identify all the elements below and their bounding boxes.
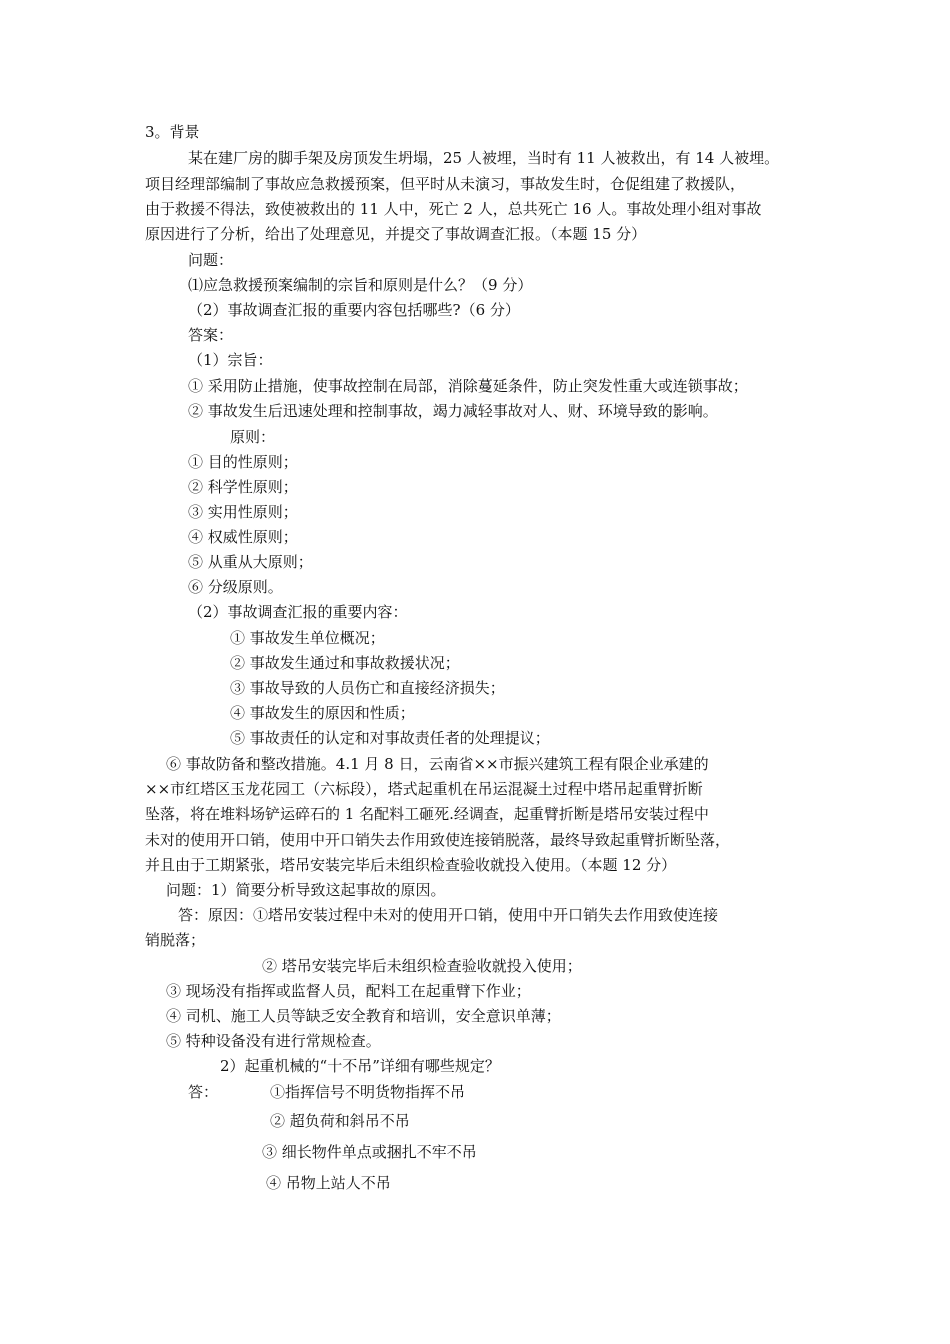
list-item: ③ 现场没有指挥或监督人员，配料工在起重臂下作业；: [166, 982, 531, 1000]
answer-subheading: （2）事故调查汇报的重要内容：: [188, 603, 408, 621]
paragraph-line: 由于救援不得法，致使被救出的 11 人中，死亡 2 人，总共死亡 16 人。事故处理小组对事故: [145, 200, 762, 218]
answer-line: 答：原因：①塔吊安装过程中未对的使用开口销，使用中开口销失去作用致使连接: [178, 906, 719, 924]
list-item: ② 塔吊安装完毕后未组织检查验收就投入使用；: [262, 957, 582, 975]
list-item: ①指挥信号不明货物指挥不吊: [270, 1083, 466, 1101]
question-label: 问题：: [188, 251, 234, 269]
list-item: ③ 细长物件单点或捆扎不牢不吊: [262, 1143, 477, 1161]
paragraph-line: 坠落，将在堆料场铲运碎石的 1 名配料工砸死.经调查，起重臂折断是塔吊安装过程中: [145, 805, 709, 823]
answer-subheading: 原则：: [230, 428, 276, 446]
section-heading: 3。背景: [145, 123, 200, 141]
list-item: ⑥ 分级原则。: [188, 578, 283, 596]
list-item: ④ 司机、施工人员等缺乏安全教育和培训，安全意识单薄；: [166, 1007, 561, 1025]
list-item: ⑤ 从重从大原则；: [188, 553, 313, 571]
list-item: ② 超负荷和斜吊不吊: [270, 1112, 410, 1130]
list-item: ① 事故发生单位概况；: [230, 629, 385, 647]
paragraph-line: ××市红塔区玉龙花园工（六标段），塔式起重机在吊运混凝土过程中塔吊起重臂折断: [145, 780, 703, 798]
list-item: ③ 实用性原则；: [188, 503, 298, 521]
list-item: ④ 权威性原则；: [188, 528, 298, 546]
list-item: ② 事故发生后迅速处理和控制事故，竭力减轻事故对人、财、环境导致的影响。: [188, 402, 718, 420]
paragraph-line: ⑥ 事故防备和整改措施。4.1 月 8 日，云南省××市振兴建筑工程有限企业承建的: [166, 755, 709, 773]
answer-subheading: （1）宗旨：: [188, 351, 273, 369]
paragraph-line: 某在建厂房的脚手架及房顶发生坍塌，25 人被埋，当时有 11 人被救出，有 14 人被埋。: [188, 149, 780, 167]
answer-label: 答案：: [188, 326, 234, 344]
question-item: （2）事故调查汇报的重要内容包括哪些?（6 分）: [188, 301, 520, 319]
paragraph-line: 并且由于工期紧张，塔吊安装完毕后未组织检查验收就投入使用。（本题 12 分）: [145, 856, 677, 874]
list-item: ⑤ 事故责任的认定和对事故责任者的处理提议；: [230, 729, 550, 747]
paragraph-line: 原因进行了分析，给出了处理意见，并提交了事故调查汇报。（本题 15 分）: [145, 225, 647, 243]
paragraph-line: 未对的使用开口销，使用中开口销失去作用致使连接销脱落，最终导致起重臂折断坠落，: [145, 831, 731, 849]
list-item: ⑤ 特种设备没有进行常规检查。: [166, 1032, 381, 1050]
list-item: ③ 事故导致的人员伤亡和直接经济损失；: [230, 679, 505, 697]
question-item: 问题：1）简要分析导致这起事故的原因。: [166, 881, 446, 899]
list-item: ④ 吊物上站人不吊: [266, 1174, 391, 1192]
list-item: ① 目的性原则；: [188, 453, 298, 471]
answer-label: 答：: [188, 1083, 219, 1101]
list-item: ④ 事故发生的原因和性质；: [230, 704, 415, 722]
list-item: ② 科学性原则；: [188, 478, 298, 496]
question-item: ⑴应急救援预案编制的宗旨和原则是什么？（9 分）: [188, 276, 533, 294]
list-item: ② 事故发生通过和事故救援状况；: [230, 654, 460, 672]
list-item: ① 采用防止措施，使事故控制在局部，消除蔓延条件，防止突发性重大或连锁事故；: [188, 377, 748, 395]
paragraph-line: 项目经理部编制了事故应急救援预案，但平时从未演习，事故发生时，仓促组建了救援队，: [145, 175, 746, 193]
answer-line: 销脱落；: [145, 931, 206, 949]
question-item: 2）起重机械的“十不吊”详细有哪些规定？: [220, 1057, 500, 1075]
